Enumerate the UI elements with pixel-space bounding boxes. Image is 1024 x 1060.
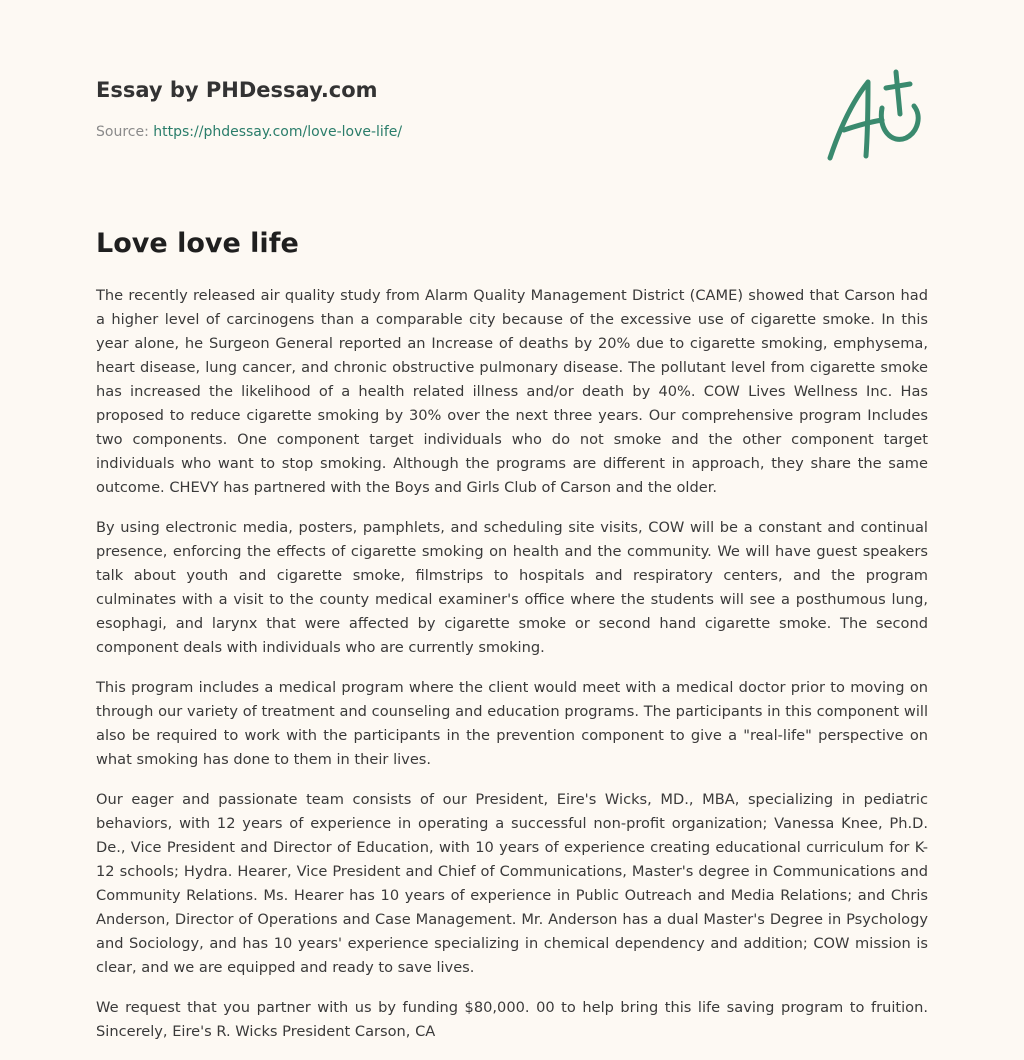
source-link[interactable]: https://phdessay.com/love-love-life/	[153, 124, 403, 140]
source-label: Source:	[96, 124, 149, 140]
essay-paragraph: This program includes a medical program where the client would meet with a medical doctor prior to moving on through our variety of treatment and counseling and education programs. The participants in this component will also be required to work with the participants in the prevention component to give a "real-life" perspective on what smoking has done to them in their lives.	[96, 679, 928, 768]
essay-body	[96, 284, 928, 1060]
essay-paragraph: Our eager and passionate team consists of our President, Eire's Wicks, MD., MBA, specializing in pediatric behaviors, with 12 years of experience in operating a successful non-profit organization; Vanessa Knee, Ph.D. De., Vice President and Director of Education, with 10 years of experience creating educational curriculum for K-12 schools; Hydra. Hearer, Vice President and Chief of Communications, Master's degree in Communications and Community Relations. Ms. Hearer has 10 years of experience in Public Outreach and Media Relations; and Chris Anderson, Director of Operations and Case Management. Mr. Anderson has a dual Master's Degree in Psychology and Sociology, and has 10 years' experience specializing in chemical dependency and addition; COW mission is clear, and we are equipped and ready to save lives.	[96, 791, 928, 976]
page-header	[96, 76, 796, 141]
essay-paragraph: The recently released air quality study from Alarm Quality Management District (CAME) showed that Carson had a higher level of carcinogens than a comparable city because of the excessive use of cigarette smoke. In this year alone, he Surgeon General reported an Increase of deaths by 20% due to cigarette smoking, emphysema, heart disease, lung cancer, and chronic obstructive pulmonary disease. The pollutant level from cigarette smoke has increased the likelihood of a health related illness and/or death by 40%. COW Lives Wellness Inc. Has proposed to reduce cigarette smoking by 30% over the next three years. Our comprehensive program Includes two components. One component target individuals who do not smoke and the other component target individuals who want to stop smoking. Although the programs are different in approach, they share the same outcome. CHEVY has partnered with the Boys and Girls Club of Carson and the older.	[96, 287, 928, 496]
source-line	[96, 123, 796, 141]
essay-paragraph: We request that you partner with us by funding $80,000. 00 to help bring this life saving program to fruition. Sincerely, Eire's R. Wicks President Carson, CA	[96, 999, 928, 1040]
site-title: Essay by PHDessay.com	[96, 78, 378, 102]
a-plus-logo-icon	[822, 66, 932, 166]
essay-title: Love love life	[96, 228, 299, 259]
essay-paragraph: By using electronic media, posters, pamphlets, and scheduling site visits, COW will be a constant and continual presence, enforcing the effects of cigarette smoking on health and the community. We will have guest speakers talk about youth and cigarette smoke, filmstrips to hospitals and respiratory centers, and the program culminates with a visit to the county medical examiner's office where the students will see a posthumous lung, esophagi, and larynx that were affected by cigarette smoke or second hand cigarette smoke. The second component deals with individuals who are currently smoking.	[96, 519, 928, 656]
